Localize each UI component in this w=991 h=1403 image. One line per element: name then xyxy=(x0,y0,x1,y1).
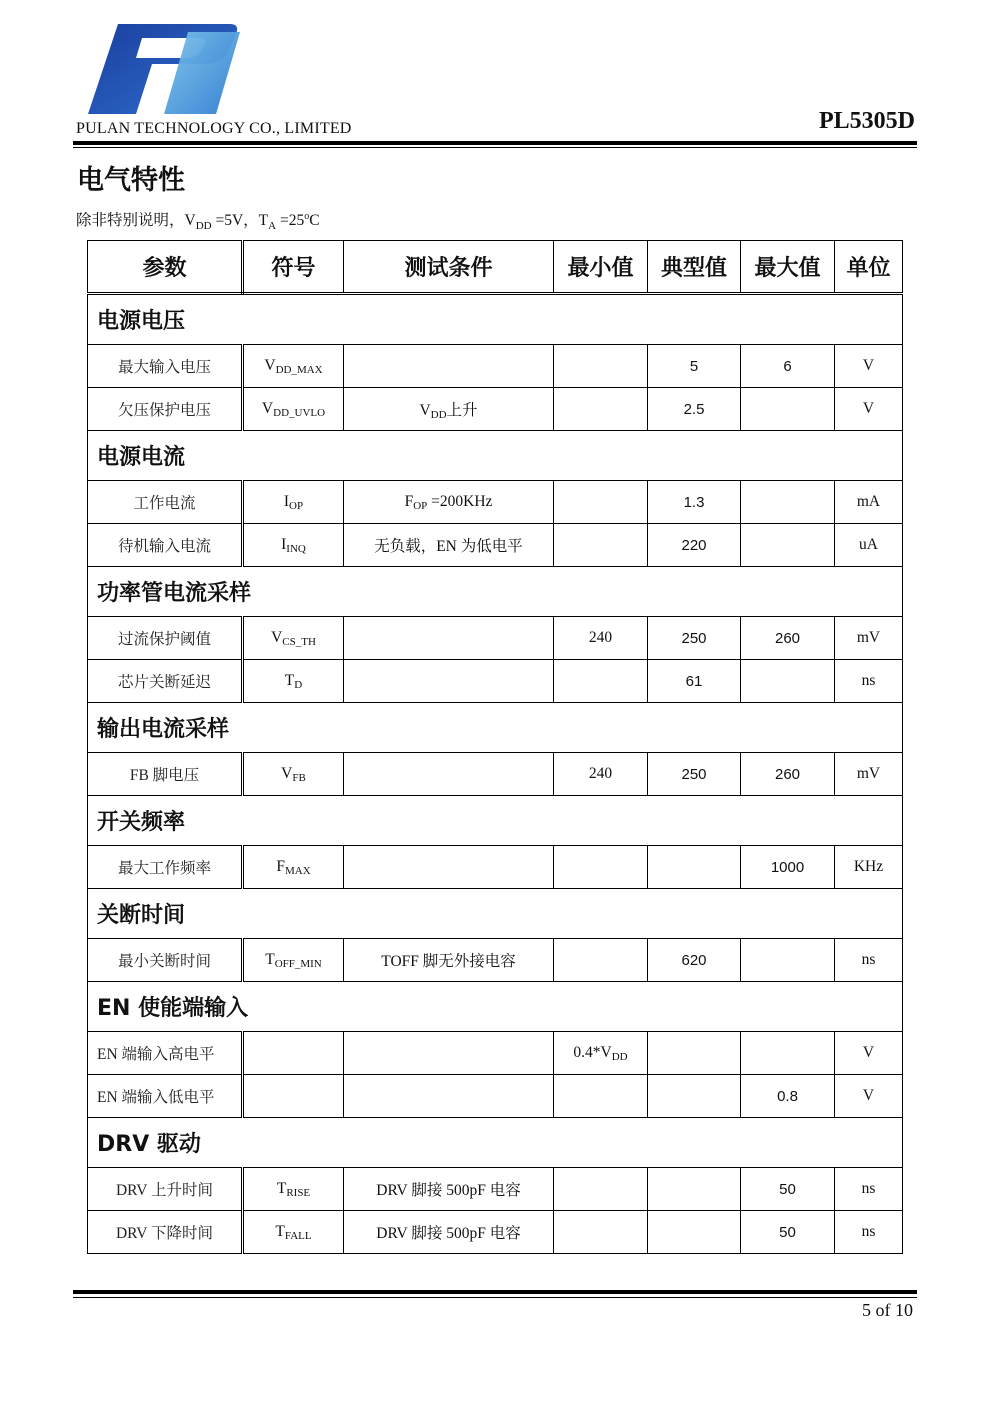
table-row xyxy=(88,1075,903,1118)
header-max: 最大值 xyxy=(741,241,835,294)
symbol-main: T xyxy=(275,1222,285,1240)
typ-cell xyxy=(648,1075,741,1118)
symbol-cell xyxy=(243,481,344,524)
symbol-cell xyxy=(243,1075,344,1118)
table-row xyxy=(88,388,903,431)
header-symbol: 符号 xyxy=(243,241,344,294)
min-cell xyxy=(554,1075,648,1118)
param-cell: DRV 上升时间 xyxy=(88,1168,243,1211)
condition-main: F xyxy=(404,492,414,510)
section-heading: 输出电流采样 xyxy=(88,703,903,753)
min-value: 0.4*V xyxy=(573,1043,612,1061)
section-heading: EN 使能端输入 xyxy=(88,982,903,1032)
symbol-subscript: DD_MAX xyxy=(275,363,323,376)
max-cell xyxy=(741,388,835,431)
max-cell xyxy=(741,660,835,703)
symbol-cell xyxy=(243,345,344,388)
min-cell xyxy=(554,1032,648,1075)
param-cell: 欠压保护电压 xyxy=(88,388,243,431)
typ-cell xyxy=(648,1032,741,1075)
company-logo xyxy=(80,20,242,118)
symbol-subscript: MAX xyxy=(284,864,311,877)
footer-rule-thin xyxy=(73,1297,917,1298)
unit-cell: mV xyxy=(835,753,903,796)
param-cell: EN 端输入低电平 xyxy=(88,1075,243,1118)
param-cell: 过流保护阈值 xyxy=(88,617,243,660)
min-subscript: DD xyxy=(611,1050,628,1063)
condition-main: DRV 脚接 500pF 电容 xyxy=(376,1181,521,1199)
symbol-subscript: FALL xyxy=(284,1229,312,1242)
table-row xyxy=(88,1032,903,1075)
symbol-subscript: FB xyxy=(292,771,306,784)
max-cell: 0.8 xyxy=(741,1075,835,1118)
table-row xyxy=(88,846,903,889)
max-cell: 50 xyxy=(741,1211,835,1254)
condition-main: TOFF 脚无外接电容 xyxy=(381,952,516,970)
max-cell xyxy=(741,524,835,567)
symbol-main: T xyxy=(276,1179,287,1197)
param-cell: FB 脚电压 xyxy=(88,753,243,796)
table-row xyxy=(88,345,903,388)
symbol-subscript: RISE xyxy=(286,1186,311,1199)
typ-cell: 250 xyxy=(648,617,741,660)
symbol-cell xyxy=(243,617,344,660)
symbol-subscript: INQ xyxy=(286,542,306,555)
page-number: 5 of 10 xyxy=(862,1300,913,1320)
typ-cell xyxy=(648,1211,741,1254)
min-cell xyxy=(554,1211,648,1254)
condition-subscript: OP xyxy=(413,499,428,512)
condition-cell xyxy=(344,660,554,703)
symbol-subscript: OP xyxy=(289,499,304,512)
symbol-subscript: OFF_MIN xyxy=(274,957,322,970)
table-row xyxy=(88,481,903,524)
condition-cell xyxy=(344,388,554,431)
min-cell xyxy=(554,345,648,388)
unit-cell: mV xyxy=(835,617,903,660)
unit-cell: V xyxy=(835,388,903,431)
unit-cell: ns xyxy=(835,1211,903,1254)
param-cell: 工作电流 xyxy=(88,481,243,524)
section-row xyxy=(88,431,903,481)
symbol-main: F xyxy=(276,857,285,875)
condition-cell xyxy=(344,846,554,889)
section-row xyxy=(88,1118,903,1168)
typ-cell: 620 xyxy=(648,939,741,982)
header-min: 最小值 xyxy=(554,241,648,294)
param-cell: 最小关断时间 xyxy=(88,939,243,982)
unit-cell: V xyxy=(835,345,903,388)
min-cell xyxy=(554,753,648,796)
table-header-row xyxy=(88,241,903,294)
param-cell: 芯片关断延迟 xyxy=(88,660,243,703)
unit-cell: V xyxy=(835,1032,903,1075)
min-cell xyxy=(554,524,648,567)
max-cell xyxy=(741,939,835,982)
condition-main: DRV 脚接 500pF 电容 xyxy=(376,1224,521,1242)
param-cell: EN 端输入高电平 xyxy=(88,1032,243,1075)
max-cell: 50 xyxy=(741,1168,835,1211)
table-row xyxy=(88,939,903,982)
section-row xyxy=(88,982,903,1032)
typ-cell xyxy=(648,1168,741,1211)
symbol-cell xyxy=(243,846,344,889)
min-cell xyxy=(554,388,648,431)
condition-cell xyxy=(344,753,554,796)
symbol-main: V xyxy=(264,356,276,374)
symbol-main: V xyxy=(271,628,283,646)
section-heading: DRV 驱动 xyxy=(88,1118,903,1168)
min-value: 240 xyxy=(588,765,613,782)
symbol-cell xyxy=(243,524,344,567)
section-row xyxy=(88,703,903,753)
condition-cell xyxy=(344,1032,554,1075)
condition-cell xyxy=(344,1211,554,1254)
condition-cell xyxy=(344,481,554,524)
symbol-cell xyxy=(243,753,344,796)
symbol-cell xyxy=(243,1211,344,1254)
condition-main: 无负载，EN 为低电平 xyxy=(374,537,523,555)
symbol-cell xyxy=(243,660,344,703)
symbol-cell xyxy=(243,1168,344,1211)
condition-tail: =200KHz xyxy=(427,492,493,510)
header-typ: 典型值 xyxy=(648,241,741,294)
min-cell xyxy=(554,660,648,703)
symbol-main: V xyxy=(281,764,293,782)
typ-cell: 1.3 xyxy=(648,481,741,524)
condition-cell xyxy=(344,617,554,660)
min-cell xyxy=(554,939,648,982)
header-param: 参数 xyxy=(88,241,243,294)
condition-main: V xyxy=(419,401,431,419)
section-heading: 开关频率 xyxy=(88,796,903,846)
param-cell: DRV 下降时间 xyxy=(88,1211,243,1254)
min-cell xyxy=(554,617,648,660)
typ-cell: 61 xyxy=(648,660,741,703)
unit-cell: uA xyxy=(835,524,903,567)
section-heading: 电源电流 xyxy=(88,431,903,481)
unit-cell: mA xyxy=(835,481,903,524)
symbol-main: I xyxy=(281,535,287,553)
company-name: PULAN TECHNOLOGY CO., LIMITED xyxy=(76,120,352,137)
unit-cell: V xyxy=(835,1075,903,1118)
min-cell xyxy=(554,1168,648,1211)
condition-tail: 上升 xyxy=(446,401,478,419)
typ-cell xyxy=(648,846,741,889)
symbol-subscript: D xyxy=(294,678,303,691)
symbol-main: T xyxy=(284,671,295,689)
header-condition: 测试条件 xyxy=(344,241,554,294)
table-row xyxy=(88,617,903,660)
symbol-main: I xyxy=(283,492,290,510)
part-number: PL5305D xyxy=(819,108,915,134)
section-row xyxy=(88,796,903,846)
typ-cell: 5 xyxy=(648,345,741,388)
table-row xyxy=(88,660,903,703)
header-rule-thin xyxy=(73,147,917,148)
footer-rule-thick xyxy=(73,1290,917,1294)
unit-cell: ns xyxy=(835,660,903,703)
condition-cell xyxy=(344,1168,554,1211)
section-row xyxy=(88,889,903,939)
unit-cell: ns xyxy=(835,939,903,982)
param-cell: 最大工作频率 xyxy=(88,846,243,889)
max-cell: 260 xyxy=(741,617,835,660)
symbol-cell xyxy=(243,1032,344,1075)
symbol-cell xyxy=(243,939,344,982)
symbol-subscript: DD_UVLO xyxy=(273,406,326,419)
symbol-main: V xyxy=(261,399,274,417)
table-row xyxy=(88,1211,903,1254)
condition-cell xyxy=(344,939,554,982)
param-cell: 最大输入电压 xyxy=(88,345,243,388)
condition-cell xyxy=(344,524,554,567)
min-value: 240 xyxy=(588,629,613,646)
param-cell: 待机输入电流 xyxy=(88,524,243,567)
table-row xyxy=(88,1168,903,1211)
table-row xyxy=(88,524,903,567)
symbol-cell xyxy=(243,388,344,431)
test-condition-note: 除非特别说明，$V_{DD} =5V$，$T_A =25^oC$ xyxy=(76,210,320,233)
table-row xyxy=(88,753,903,796)
section-heading: 功率管电流采样 xyxy=(88,567,903,617)
header-unit: 单位 xyxy=(835,241,903,294)
electrical-characteristics-table xyxy=(87,240,903,1254)
section-row xyxy=(88,567,903,617)
min-cell xyxy=(554,481,648,524)
max-cell: 6 xyxy=(741,345,835,388)
typ-cell: 220 xyxy=(648,524,741,567)
max-cell: 1000 xyxy=(741,846,835,889)
typ-cell: 2.5 xyxy=(648,388,741,431)
symbol-main: T xyxy=(265,950,275,968)
max-cell xyxy=(741,481,835,524)
max-cell xyxy=(741,1032,835,1075)
unit-cell: ns xyxy=(835,1168,903,1211)
section-row xyxy=(88,294,903,345)
header-rule-thick xyxy=(73,141,917,145)
condition-cell xyxy=(344,345,554,388)
condition-cell xyxy=(344,1075,554,1118)
typ-cell: 250 xyxy=(648,753,741,796)
symbol-subscript: CS_TH xyxy=(282,635,316,648)
condition-subscript: DD xyxy=(430,408,447,421)
section-title: 电气特性 xyxy=(77,165,185,196)
section-heading: 电源电压 xyxy=(88,294,903,345)
max-cell: 260 xyxy=(741,753,835,796)
section-heading: 关断时间 xyxy=(88,889,903,939)
min-cell xyxy=(554,846,648,889)
unit-cell: KHz xyxy=(835,846,903,889)
